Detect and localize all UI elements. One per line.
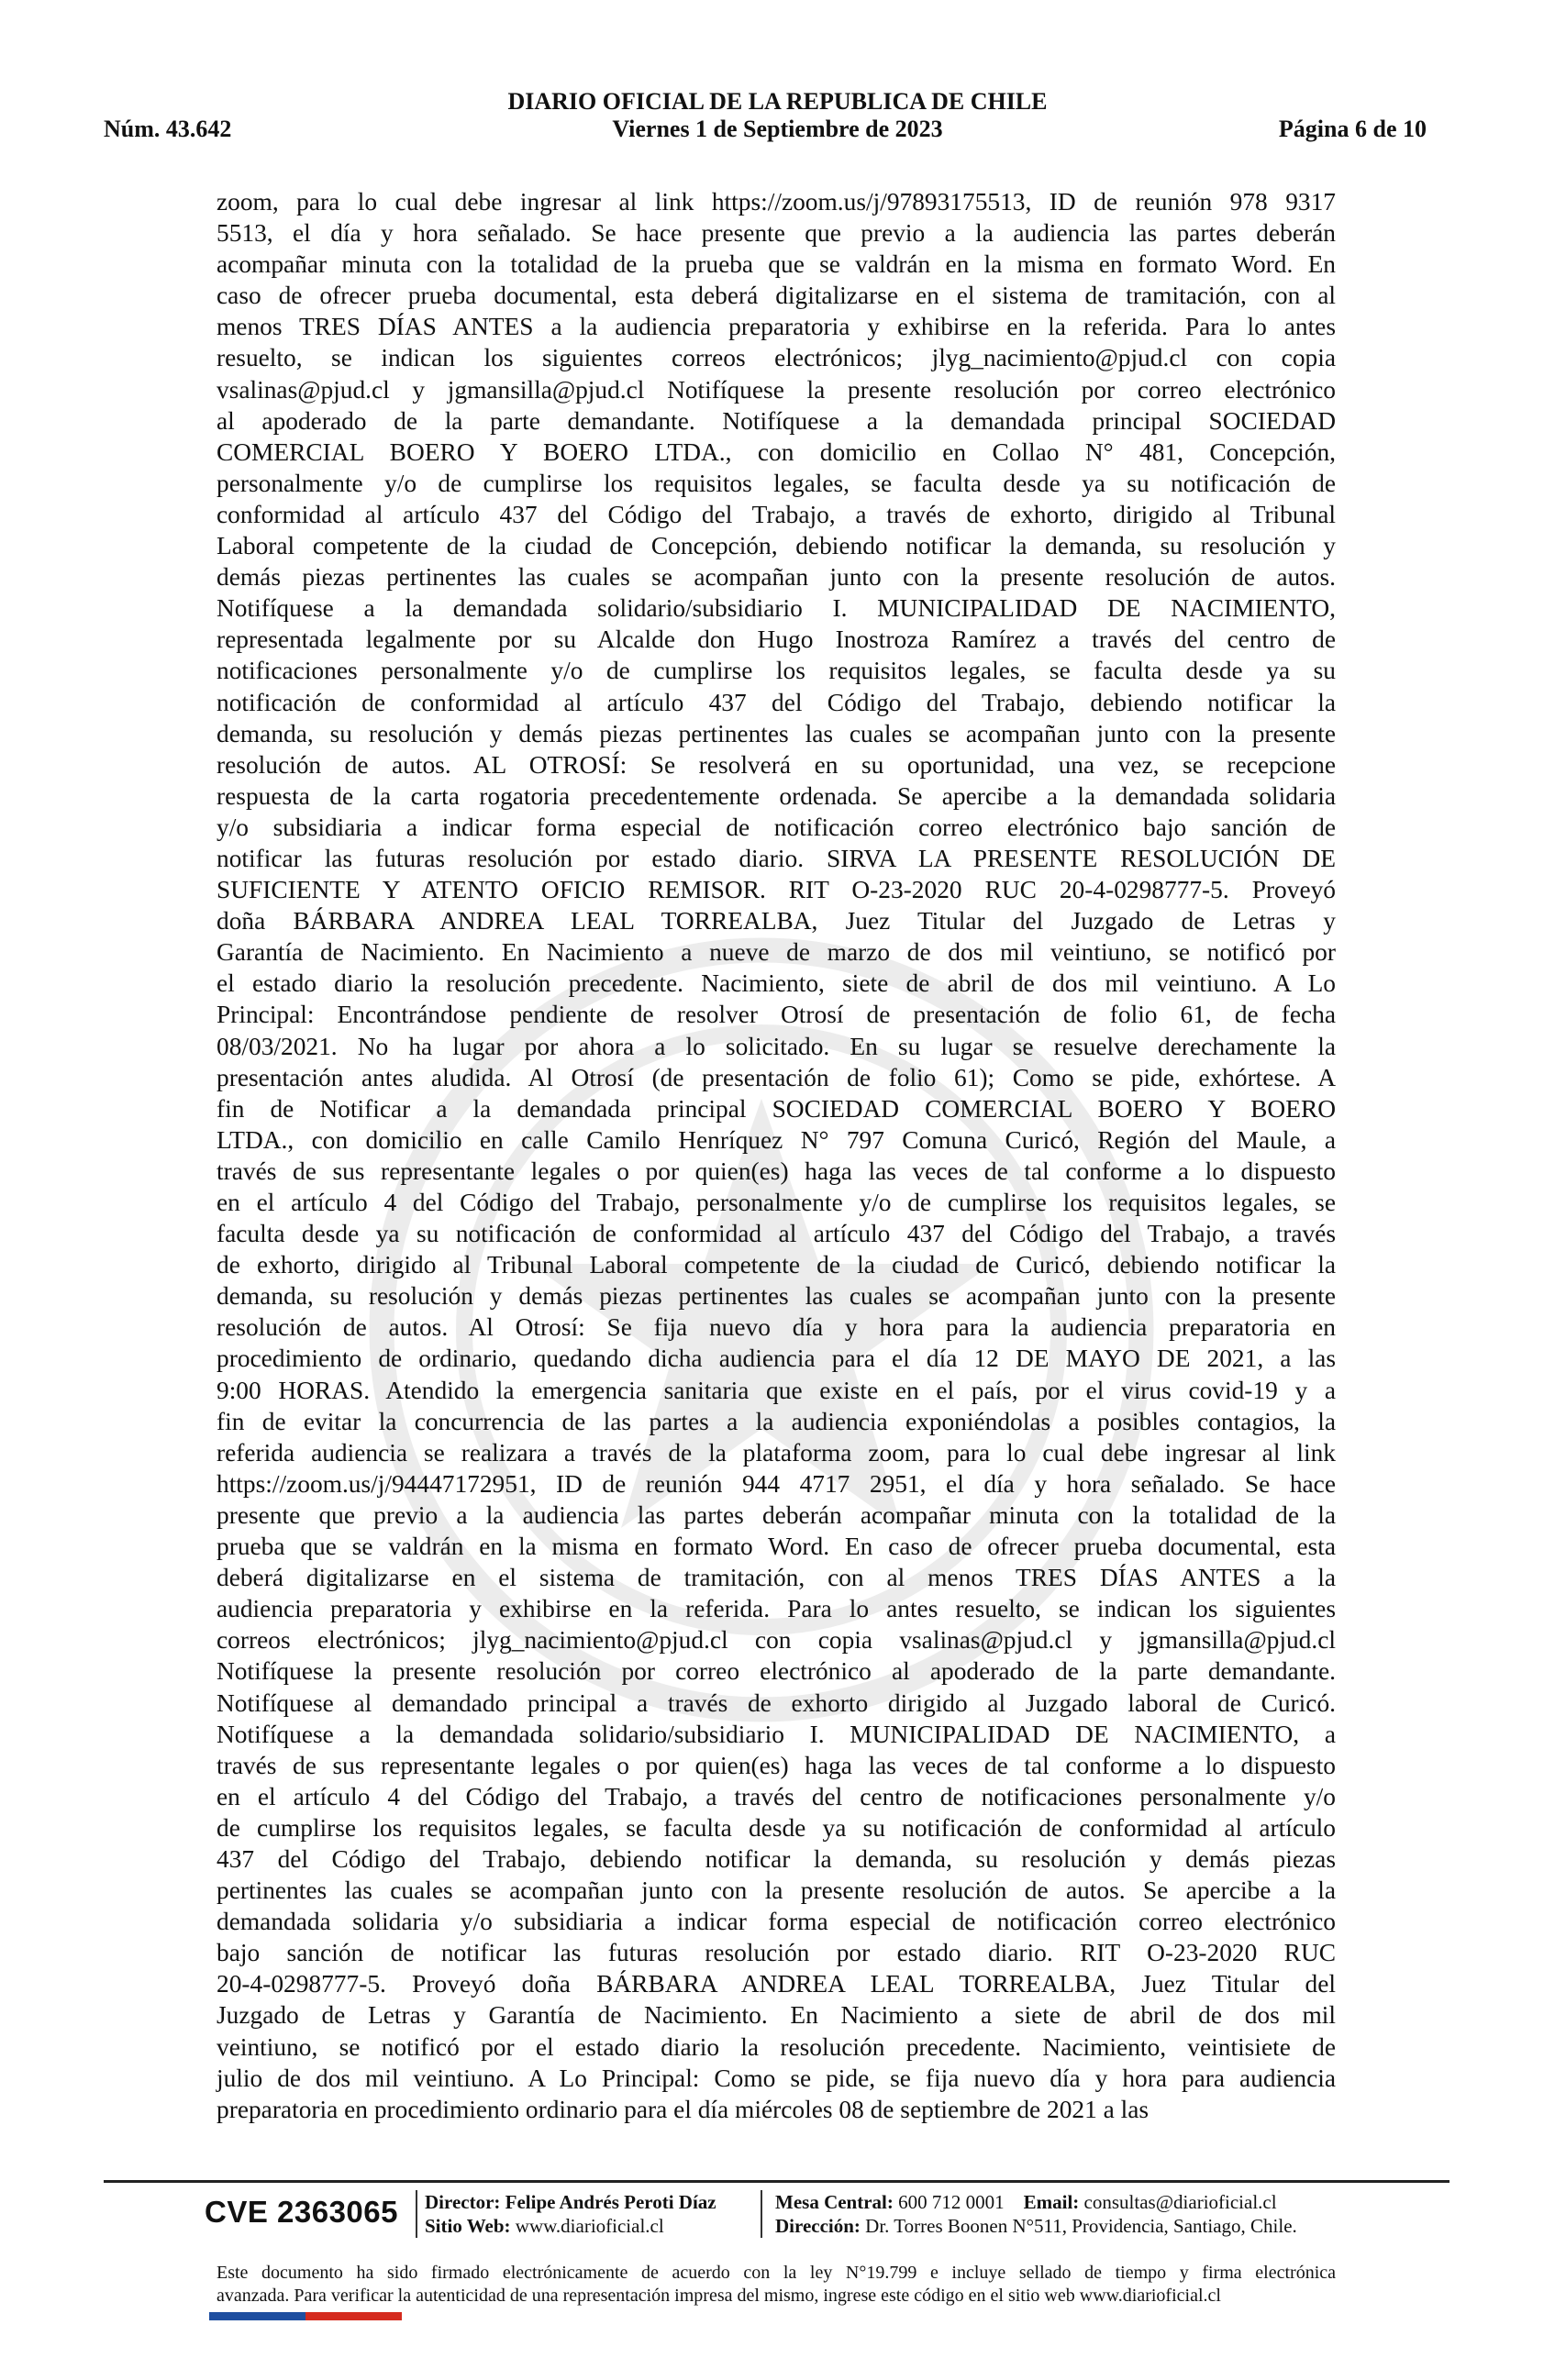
publication-date: Viernes 1 de Septiembre de 2023 [612,116,943,142]
body-line: procedimiento de ordinario, quedando dicha audiencia para el día 12 DE MAYO DE 2021, a las [217,1345,1336,1373]
body-line: presente que previo a la audiencia las partes deberán acompañar minuta con la totalidad de la [217,1500,1336,1529]
body-line: doña BÁRBARA ANDREA LEAL TORREALBA, Juez Titular del Juzgado de Letras y [217,907,1336,935]
address-value: Dr. Torres Boonen N°511, Providencia, Santiago, Chile. [865,2215,1297,2237]
body-line: representada legalmente por su Alcalde don Hugo Inostroza Ramírez a través del centro de [217,625,1336,654]
body-line: resolución de autos. AL OTROSÍ: Se resolverá en su oportunidad, una vez, se recepcione [217,750,1336,779]
body-line: preparatoria en procedimiento ordinario para el día miércoles 08 de septiembre de 2021 a las [217,2095,1150,2123]
website-label: Sitio Web: [425,2215,511,2237]
body-line: través de sus representante legales o por quien(es) haga las veces de tal conforme a lo dispuesto [217,1751,1336,1779]
body-line: Garantía de Nacimiento. En Nacimiento a nueve de marzo de dos mil veintiuno, se notificó por [217,938,1336,967]
body-line: en el artículo 4 del Código del Trabajo, a través del centro de notificaciones personalmente y/o [217,1782,1336,1810]
body-line: al apoderado de la parte demandante. Notifíquese a la demandada principal SOCIEDAD [217,406,1336,435]
body-line: vsalinas@pjud.cl y jgmansilla@pjud.cl Notifíquese la presente resolución por correo electrónico [217,375,1336,404]
body-line: notificar las futuras resolución por estado diario. SIRVA LA PRESENTE RESOLUCIÓN DE [217,844,1336,872]
body-line: SUFICIENTE Y ATENTO OFICIO REMISOR. RIT O-23-2020 RUC 20-4-0298777-5. Proveyó [217,876,1336,904]
body-line: respuesta de la carta rogatoria precedentemente ordenada. Se apercibe a la demandada solidaria [217,781,1336,810]
email-link[interactable]: consultas@diarioficial.cl [1083,2191,1277,2213]
body-line: presentación antes aludida. Al Otrosí (de presentación de folio 61); Como se pide, exhórtese. A [217,1063,1336,1091]
body-line: Juzgado de Letras y Garantía de Nacimiento. En Nacimiento a siete de abril de dos mil [217,2001,1336,2030]
body-line: fin de evitar la concurrencia de las partes a la audiencia exponiéndolas a posibles contagios, la [217,1407,1336,1435]
body-line: deberá digitalizarse en el sistema de tramitación, con al menos TRES DÍAS ANTES a la [217,1564,1336,1592]
body-line: pertinentes las cuales se acompañan junto con la presente resolución de autos. Se apercibe a la [217,1876,1336,1905]
body-text [217,186,1336,2125]
body-line: 9:00 HORAS. Atendido la emergencia sanitaria que existe en el país, por el virus covid-19 y a [217,1376,1336,1404]
page-header [0,88,1555,147]
body-line: referida audiencia se realizara a través de la plataforma zoom, para lo cual debe ingresar al link [217,1438,1336,1467]
body-line: en el artículo 4 del Código del Trabajo, personalmente y/o de cumplirse los requisitos legales, se [217,1189,1336,1216]
body-line: Notifíquese la presente resolución por correo electrónico al apoderado de la parte demandante. [217,1657,1336,1686]
phone-value: 600 712 0001 [898,2191,1005,2213]
flag-stripe [209,2312,402,2320]
body-line: faculta desde ya su notificación de conformidad al artículo 437 del Código del Trabajo, a través [217,1220,1336,1248]
body-line: menos TRES DÍAS ANTES a la audiencia preparatoria y exhibirse en la referida. Para lo antes [217,313,1336,341]
page-footer [104,2186,1449,2251]
body-line: correos electrónicos; jlyg_nacimiento@pjud.cl con copia vsalinas@pjud.cl y jgmansilla@pjud.cl [217,1626,1336,1655]
legal-notice [217,2262,1336,2308]
footer-contact-block [775,2190,1297,2238]
body-line: 437 del Código del Trabajo, debiendo notificar la demanda, su resolución y demás piezas [217,1844,1336,1873]
body-line: demanda, su resolución y demás piezas pertinentes las cuales se acompañan junto con la presente [217,719,1336,747]
body-line: zoom, para lo cual debe ingresar al link https://zoom.us/j/97893175513, ID de reunión 978 9317 [217,188,1336,216]
body-line: acompañar minuta con la totalidad de la prueba que se valdrán en la misma en formato Word. En [217,250,1336,279]
footer-divider [104,2180,1449,2183]
footer-separator [761,2190,762,2238]
body-line: conformidad al artículo 437 del Código del Trabajo, a través de exhorto, dirigido al Tribunal [217,500,1336,528]
body-line: y/o subsidiaria a indicar forma especial de notificación correo electrónico bajo sanción de [217,813,1336,841]
body-line: fin de Notificar a la demandada principal SOCIEDAD COMERCIAL BOERO Y BOERO [217,1094,1336,1123]
footer-separator [416,2190,417,2238]
body-line: Notifíquese al demandado principal a través de exhorto dirigido al Juzgado laboral de Curicó. [217,1688,1336,1717]
body-line: Laboral competente de la ciudad de Concepción, debiendo notificar la demanda, su resolución y [217,532,1336,560]
legal-line: avanzada. Para verificar la autenticidad de una representación impresa del mismo, ingrese este código en el sitio web www.diarioficial.cl [217,2286,1221,2306]
body-line: notificación de conformidad al artículo 437 del Código del Trabajo, debiendo notificar la [217,688,1336,716]
cve-code: CVE 2363065 [205,2195,398,2229]
body-line: de cumplirse los requisitos legales, se faculta desde ya su notificación de conformidad al artículo [217,1813,1336,1842]
body-line: 5513, el día y hora señalado. Se hace presente que previo a la audiencia las partes deberán [217,219,1336,248]
website-link[interactable]: www.diarioficial.cl [515,2215,664,2237]
body-line: bajo sanción de notificar las futuras resolución por estado diario. RIT O-23-2020 RUC [217,1939,1336,1967]
body-line: notificaciones personalmente y/o de cumplirse los requisitos legales, se faculta desde ya su [217,657,1336,685]
body-line: 20-4-0298777-5. Proveyó doña BÁRBARA ANDREA LEAL TORREALBA, Juez Titular del [217,1970,1336,1998]
body-line: de exhorto, dirigido al Tribunal Laboral competente de la ciudad de Curicó, debiendo notificar la [217,1251,1336,1279]
flag-red-stripe [305,2312,402,2320]
body-line: COMERCIAL BOERO Y BOERO LTDA., con domicilio en Collao N° 481, Concepción, [217,437,1336,466]
body-line: caso de ofrecer prueba documental, esta deberá digitalizarse en el sistema de tramitación, con al [217,282,1336,310]
director-name: Felipe Andrés Peroti Díaz [505,2191,716,2213]
address-label: Dirección: [775,2215,861,2237]
issue-number: Núm. 43.642 [104,116,232,142]
page-indicator: Página 6 de 10 [1278,116,1427,142]
email-label: Email: [1023,2191,1080,2213]
body-line: través de sus representante legales o por quien(es) haga las veces de tal conforme a lo dispuesto [217,1157,1336,1185]
body-line: veintiuno, se notificó por el estado diario la resolución precedente. Nacimiento, veintisiete de [217,2032,1336,2061]
publication-title: DIARIO OFICIAL DE LA REPUBLICA DE CHILE [507,88,1048,115]
body-line: audiencia preparatoria y exhibirse en la referida. Para lo antes resuelto, se indican los siguientes [217,1595,1336,1623]
director-label: Director: [425,2191,501,2213]
body-line: demandada solidaria y/o subsidiaria a indicar forma especial de notificación correo electrónico [217,1908,1336,1936]
body-line: resuelto, se indican los siguientes correos electrónicos; jlyg_nacimiento@pjud.cl con copia [217,344,1336,372]
body-line: Principal: Encontrándose pendiente de resolver Otrosí de presentación de folio 61, de fecha [217,1001,1336,1029]
body-line: prueba que se valdrán en la misma en formato Word. En caso de ofrecer prueba documental, esta [217,1533,1336,1561]
body-line: https://zoom.us/j/94447172951, ID de reunión 944 4717 2951, el día y hora señalado. Se hace [217,1469,1336,1498]
phone-label: Mesa Central: [775,2191,894,2213]
body-line: el estado diario la resolución precedente. Nacimiento, siete de abril de dos mil veintiuno. A Lo [217,969,1336,998]
body-line: demás piezas pertinentes las cuales se acompañan junto con la presente resolución de autos. [217,563,1336,592]
body-line: Notifíquese a la demandada solidario/subsidiario I. MUNICIPALIDAD DE NACIMIENTO, a [217,1720,1336,1748]
legal-line: Este documento ha sido firmado electrónicamente de acuerdo con la ley N°19.799 e incluye sellado de tiempo y firma electrónica [217,2263,1336,2283]
flag-blue-stripe [209,2312,305,2320]
body-line: personalmente y/o de cumplirse los requisitos legales, se faculta desde ya su notificación de [217,469,1336,497]
body-line: LTDA., con domicilio en calle Camilo Henríquez N° 797 Comuna Curicó, Región del Maule, a [217,1125,1336,1154]
body-line: demanda, su resolución y demás piezas pertinentes las cuales se acompañan junto con la presente [217,1282,1336,1311]
body-line: Notifíquese a la demandada solidario/subsidiario I. MUNICIPALIDAD DE NACIMIENTO, [217,594,1336,623]
body-line: 08/03/2021. No ha lugar por ahora a lo solicitado. En su lugar se resuelve derechamente la [217,1032,1336,1060]
footer-director-block [425,2190,716,2238]
body-line: julio de dos mil veintiuno. A Lo Principal: Como se pide, se fija nuevo día y hora para audiencia [217,2064,1336,2092]
body-line: resolución de autos. Al Otrosí: Se fija nuevo día y hora para la audiencia preparatoria en [217,1313,1336,1342]
